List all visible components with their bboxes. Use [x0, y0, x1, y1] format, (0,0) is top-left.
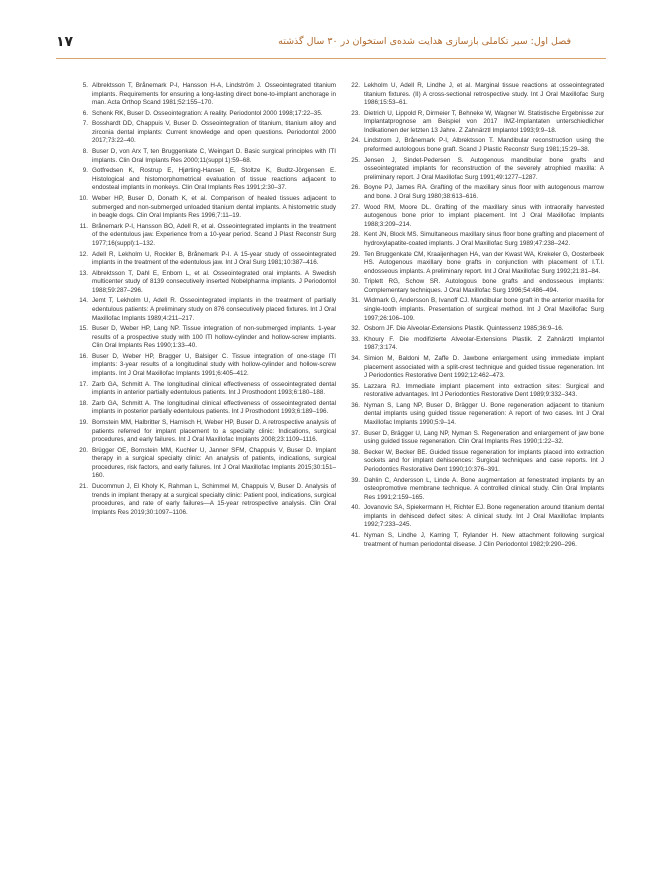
reference-text: Osborn JF. Die Alveolar-Extensions Plastik. Quintessenz 1985;36:9–16.: [364, 325, 564, 333]
reference-text: Gotfredsen K, Rostrup E, Hjørting-Hansen E, Stoltze K, Budtz-Jörgensen E. Histological and histomorphometrical evaluation of tissue reactions adjacent to endosteal implants in monkeys. Clin Oral Implants Res 1991;2:30–37.: [92, 167, 336, 192]
reference-text: Albrektsson T, Dahl E, Enbom L, et al. Osseointegrated oral implants. A Swedish multicenter study of 8139 consecutively inserted Nobelpharma implants. J Periodontol 1988;59:287–296.: [92, 269, 336, 294]
reference-text: Albrektsson T, Brånemark P-I, Hansson H-A, Lindström J. Osseointegrated titanium implants. Requirements for ensuring a long-lasting direct bone-to-implant anchorage in man. Acta Orthop Scand 1981;52:155–170.: [92, 82, 336, 107]
reference-text: Wood RM, Moore DL. Grafting of the maxillary sinus with intraorally harvested autogenous bone prior to implant placement. Int J Oral Maxillofac Implants 1988;3:209–214.: [364, 203, 604, 228]
reference-item: [79, 399, 336, 417]
reference-number: 31.: [351, 297, 360, 305]
reference-text: Kent JN, Block MS. Simultaneous maxillary sinus floor bone grafting and placement of hydroxylapatite-coated implants. J Oral Maxillofac Surg 1989;47:238–242.: [364, 231, 604, 247]
reference-number: 37.: [351, 429, 360, 437]
page-number: ۱۷: [56, 34, 74, 50]
reference-text: Zarb GA, Schmitt A. The longitudinal clinical effectiveness of osseointegrated dental implants in posterior partially edentulous patients. Int J Prosthodont 1993;6:189–196.: [92, 399, 336, 416]
reference-item: [79, 269, 336, 296]
reference-text: Dahlin C, Andersson L, Linde A. Bone augmentation at fenestrated implants by an osteopromotive membrane technique. A controlled clinical study. Clin Oral Implants Res 1991;2:159–165.: [364, 476, 604, 501]
reference-number: 10.: [79, 195, 88, 203]
reference-item: [351, 297, 604, 323]
reference-number: 15.: [79, 325, 88, 333]
reference-number: 34.: [351, 354, 360, 362]
reference-text: Bosshardt DD, Chappuis V, Buser D. Osseointegration of titanium, titanium alloy and zirconia dental implants: Current knowledge and open questions. Periodontol 2000 2017;73:22–40.: [92, 120, 336, 145]
reference-item: [82, 120, 336, 146]
header-divider: [56, 58, 606, 59]
reference-number: 30.: [351, 278, 360, 286]
reference-item: [351, 250, 604, 277]
reference-number: 26.: [351, 184, 360, 192]
reference-number: 28.: [351, 231, 360, 239]
reference-text: Buser D, Weber HP, Lang NP. Tissue integration of non-submerged implants. 1-year results of a prospective study with 100 ITI hollow-cylinder and hollow-screw implants. Clin Oral Implants Res 1990;1:33–40.: [92, 325, 336, 350]
reference-text: Simion M, Baldoni M, Zaffe D. Jawbone enlargement using immediate implant placement associated with a split-crest technique and guided tissue regeneration. Int J Periodontics Restorative Dent 1992;12:462–473.: [364, 354, 604, 380]
reference-number: 6.: [82, 109, 88, 117]
reference-item: [82, 148, 336, 165]
reference-text: Bornstein MM, Halbritter S, Harnisch H, Weber HP, Buser D. A retrospective analysis of patients referred for implant placement to a specialty clinic: Indications, surgical procedures, and early failures. Int J Oral Maxillofac Implants 2008;23:1109–1116.: [92, 419, 336, 444]
reference-number: 11.: [79, 222, 88, 230]
reference-number: 12.: [79, 250, 88, 258]
reference-number: 36.: [351, 401, 360, 409]
reference-number: 33.: [351, 335, 360, 343]
reference-number: 7.: [82, 120, 88, 128]
reference-number: 19.: [79, 419, 88, 426]
reference-item: [79, 483, 336, 517]
reference-text: Schenk RK, Buser D. Osseointegration: A reality. Periodontol 2000 1998;17:22–35.: [92, 109, 323, 117]
reference-item: [351, 184, 604, 201]
reference-number: 8.: [82, 148, 88, 156]
reference-item: [351, 325, 604, 334]
reference-text: Weber HP, Buser D, Donath K, et al. Comparison of healed tissues adjacent to submerged and non-submerged unloaded titanium dental implants. A histometric study in beagle dogs. Clin Oral Implants Res 1996;7:11–19.: [92, 195, 336, 220]
reference-item: [82, 167, 336, 193]
reference-item: [79, 195, 336, 221]
reference-item: [351, 137, 604, 154]
reference-text: Khoury F. Die modifizierte Alveolar-Extensions Plastik. Z Zahnärztl Implantol 1987;3:174.: [364, 335, 604, 352]
reference-number: 39.: [351, 476, 360, 484]
reference-number: 9.: [82, 167, 88, 175]
reference-item: [351, 532, 604, 549]
reference-item: [351, 231, 604, 248]
reference-text: Triplett RG, Schow SR. Autologous bone grafts and endosseous implants: Complementary techniques. J Oral Maxillofac Surg 1996;54:486–494.: [364, 278, 604, 294]
reference-item: [351, 401, 604, 428]
reference-item: [351, 382, 604, 400]
reference-item: [351, 203, 604, 230]
reference-text: Brügger OE, Bornstein MM, Kuchler U, Janner SFM, Chappuis V, Buser D. Implant therapy in a surgical specialty clinic: An analysis of patients, indications, surgical procedures, risk factors, and early failures. Int J Oral Maxillofac Implants 2015;30:151–160.: [92, 446, 336, 480]
reference-item: [79, 352, 336, 379]
reference-text: Jemt T, Lekholm U, Adell R. Osseointegrated implants in the treatment of partially edentulous patients: A preliminary study on 876 consecutively placed fixtures. Int J Oral Maxillofac Implants 1989;4:211–217.: [92, 297, 336, 322]
reference-item: [351, 429, 604, 447]
reference-item: [351, 476, 604, 503]
reference-number: 29.: [351, 250, 360, 258]
reference-number: 25.: [351, 156, 360, 164]
reference-item: [79, 297, 336, 323]
reference-number: 41.: [351, 532, 360, 540]
reference-item: [79, 419, 336, 445]
reference-text: Adell R, Lekholm U, Rockler B, Brånemark P-I. A 15-year study of osseointegrated implants in the treatment of the edentulous jaw. Int J Oral Surg 1981;10:387–416.: [92, 250, 336, 267]
reference-item: [79, 446, 336, 481]
reference-text: Becker W, Becker BE. Guided tissue regeneration for implants placed into extraction sockets and for implant dehiscences: Surgical techniques and case reports. Int J Periodontics Restorative Dent 1990;10:376–391.: [364, 448, 604, 473]
reference-text: Ten Bruggenkate CM, Kraaijenhagen HA, van der Kwast WA, Krekeler G, Oosterbeek HS. Autogenous maxillary bone grafts in conjunction with placement of I.T.I. endosseous implants. A preliminary report. Int J Oral Maxillofac Surg 1992;21:81–84.: [364, 250, 604, 275]
reference-number: 17.: [79, 380, 88, 388]
reference-item: [351, 82, 604, 108]
reference-text: Nyman S, Lang NP, Buser D, Brägger U. Bone regeneration adjacent to titanium dental implants using guided tissue regeneration: A report of two cases. Int J Oral Maxillofac Implants 1990;5:9–14.: [364, 401, 604, 426]
reference-text: Jensen J, Sindet-Pedersen S. Autogenous mandibular bone grafts and osseointegrated implants for reconstruction of the severely atrophied maxilla: A preliminary report. J Oral Maxillofac Surg 1991;49:1277–1287.: [364, 156, 604, 181]
reference-text: Zarb GA, Schmitt A. The longitudinal clinical effectiveness of osseointegrated dental implants in anterior partially edentulous patients. Int J Prosthodont 1993;6:180–188.: [92, 380, 336, 397]
reference-text: Buser D, von Arx T, ten Bruggenkate C, Weingart D. Basic surgical principles with ITI implants. Clin Oral Implants Res 2000;11(suppl 1):59–68.: [92, 148, 336, 164]
reference-number: 16.: [79, 352, 88, 360]
reference-item: [351, 109, 604, 136]
reference-number: 32.: [351, 325, 360, 333]
reference-number: 18.: [79, 399, 88, 407]
reference-item: [82, 82, 336, 108]
reference-item: [351, 156, 604, 183]
reference-item: [79, 222, 336, 249]
reference-number: 20.: [79, 446, 88, 454]
reference-text: Lindstrom J, Brånemark P-I, Albrektsson T. Mandibular reconstruction using the preformed autologous bone graft. Scand J Plastic Reconstr Surg 1981;15:29–38.: [364, 137, 604, 154]
reference-number: 14.: [79, 297, 88, 305]
references-column-right: [351, 82, 604, 551]
reference-number: 21.: [79, 483, 88, 491]
reference-number: 24.: [351, 137, 360, 145]
reference-number: 38.: [351, 448, 360, 456]
reference-item: [351, 504, 604, 530]
reference-number: 27.: [351, 203, 360, 211]
references-column-left: [79, 82, 336, 519]
reference-text: Lazzara RJ. Immediate implant placement into extraction sites: Surgical and restorative advantages. Int J Periodontics Restorative Dent 1989;9:332–343.: [364, 382, 604, 399]
reference-item: [79, 380, 336, 398]
reference-text: Jovanovic SA, Spiekermann H, Richter EJ. Bone regeneration around titanium dental implants in dehisced defect sites: A clinical study. Int J Oral Maxillofac Implants 1992;7:233–245.: [364, 504, 604, 529]
reference-number: 22.: [351, 82, 360, 89]
reference-item: [351, 448, 604, 475]
reference-number: 5.: [82, 82, 88, 89]
reference-text: Brånemark P-I, Hansson BO, Adell R, et al. Osseointegrated implants in the treatment of the edentulous jaw. Experience from a 10-year period. Scand J Plast Reconstr Surg 1977;16(suppl):1–132.: [92, 222, 336, 247]
chapter-title: فصل اول: سیر تکاملی بازسازی هدایت شده‌ی استخوان در ۳۰ سال گذشته: [278, 36, 571, 47]
reference-number: 35.: [351, 382, 360, 390]
reference-item: [351, 354, 604, 381]
reference-number: 13.: [79, 269, 88, 277]
reference-item: [79, 250, 336, 268]
reference-item: [79, 325, 336, 351]
reference-number: 40.: [351, 504, 360, 512]
reference-text: Widmark G, Andersson B, Ivanoff CJ. Mandibular bone graft in the anterior maxilla for single-tooth implants. Presentation of surgical method. Int J Oral Maxillofac Surg 1997;26:106–109.: [364, 297, 604, 322]
reference-text: Nyman S, Lindhe J, Karring T, Rylander H. New attachment following surgical treatment of human periodontal disease. J Clin Periodontol 1982;9:290–296.: [364, 532, 604, 548]
reference-item: [82, 109, 336, 119]
reference-text: Dietrich U, Lippold R, Dirmeier T, Behneke W, Wagner W. Statistische Ergebnisse zur Implantatprognose am Beispiel von 2017 IMZ-Implantaten unterschiedlicher Indikationen der letzten 13 Jahre. Z Zahnärztl Implantol 1993;9:9–18.: [364, 109, 604, 134]
reference-text: Boyne PJ, James RA. Grafting of the maxillary sinus floor with autogenous marrow and bone. J Oral Surg 1980;38:613–616.: [364, 184, 604, 200]
reference-text: Ducommun J, El Kholy K, Rahman L, Schimmel M, Chappuis V, Buser D. Analysis of trends in implant therapy at a surgical specialty clinic: Patient pool, indications, surgical procedures, and rate of early failures—A 15-year retrospective analysis. Clin Oral Implants Res 2019;30:1097–1106.: [92, 483, 336, 516]
reference-number: 23.: [351, 109, 360, 117]
reference-item: [351, 278, 604, 295]
reference-text: Lekholm U, Adell R, Lindhe J, et al. Marginal tissue reactions at osseointegrated titanium fixtures. (II) A cross-sectional retrospective study. Int J Oral Maxillofac Surg 1986;15:53–61.: [364, 82, 604, 107]
page-header: [0, 0, 663, 70]
reference-text: Buser D, Brägger U, Lang NP, Nyman S. Regeneration and enlargement of jaw bone using guided tissue regeneration. Clin Oral Implants Res 1990;1:22–32.: [364, 429, 604, 446]
reference-item: [351, 335, 604, 353]
reference-text: Buser D, Weber HP, Bragger U, Balsiger C. Tissue integration of one-stage ITI implants: 3-year results of a longitudinal study with hollow-cylinder and hollow-screw implants. Int J Oral Maxillofac Implants 1991;6:405–412.: [92, 352, 336, 377]
